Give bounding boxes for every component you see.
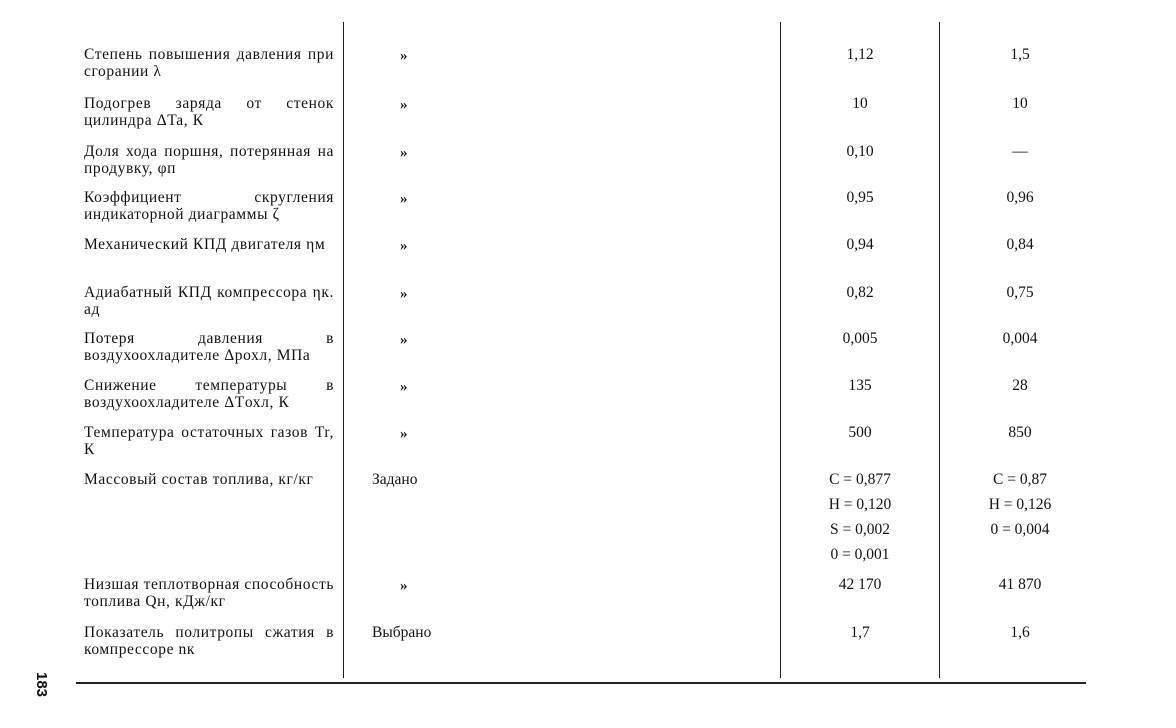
parameter-name: Механический КПД двигателя ηм [84,236,326,253]
composition-line: S = 0,002 [830,521,890,538]
value-col1: 10 [852,95,868,112]
column-divider-1 [343,22,344,678]
source-mark: » [400,426,408,442]
value-col1: 500 [848,424,872,441]
parameter-name: Подогрев заряда от стенок цилиндра ΔTa, К [84,95,334,129]
parameter-name: Показатель политропы сжатия в компрессоре nк [84,624,334,658]
source-text: Выбрано [372,624,432,641]
value-col1: 0,94 [846,236,874,253]
value-col1: 0,005 [842,330,878,347]
parameter-name: Потеря давления в воздухоохладителе Δpохл, МПа [84,330,334,364]
value-col2: 28 [1012,377,1028,394]
composition-line: C = 0,877 [829,471,891,488]
parameter-name: Адиабатный КПД компрессора ηк. ад [84,284,334,318]
composition-line: 0 = 0,001 [830,546,890,563]
value-col2: 0,75 [1006,284,1034,301]
source-mark: » [400,191,408,207]
parameter-name: Доля хода поршня, потерянная на продувку, φп [84,143,334,177]
column-divider-3 [939,22,940,678]
parameter-name: Температура остаточных газов Tr, К [84,424,334,458]
parameter-name: Коэффициент скругления индикаторной диаграммы ζ [84,189,334,223]
parameter-name: Низшая теплотворная способность топлива Qн, кДж/кг [84,576,334,610]
composition-line: C = 0,87 [993,471,1047,488]
page-number: 183 [33,672,50,698]
value-col2: 0,96 [1006,189,1034,206]
value-col2: — [1012,143,1028,160]
value-col2: 41 870 [998,576,1042,593]
value-col1: 1,12 [846,46,874,63]
value-col2: 1,6 [1010,624,1030,641]
value-col2: 1,5 [1010,46,1030,63]
value-col2 [960,467,1080,542]
source-mark: » [400,145,408,161]
value-col2: 10 [1012,95,1028,112]
composition-line: H = 0,126 [988,496,1052,513]
source-mark: » [400,238,408,254]
parameter-name: Массовый состав топлива, кг/кг [84,471,314,488]
composition-line: 0 = 0,004 [990,521,1050,538]
parameter-name: Снижение температуры в воздухоохладителе ΔTохл, К [84,377,334,411]
value-col2: 0,004 [1002,330,1038,347]
source-text: Задано [372,471,418,488]
value-col1 [800,467,920,567]
composition-line: H = 0,120 [828,496,892,513]
value-col2: 0,84 [1006,236,1034,253]
value-col1: 135 [848,377,872,394]
value-col1: 42 170 [838,576,882,593]
source-mark: » [400,286,408,302]
source-mark: » [400,97,408,113]
source-mark: » [400,379,408,395]
value-col1: 1,7 [850,624,870,641]
value-col1: 0,82 [846,284,874,301]
column-divider-2 [780,22,781,678]
value-col1: 0,95 [846,189,874,206]
source-mark: » [400,332,408,348]
value-col2: 850 [1008,424,1032,441]
value-col1: 0,10 [846,143,874,160]
parameter-name: Степень повышения давления при сгорании λ [84,46,334,80]
source-mark: » [400,48,408,64]
table-bottom-rule [76,682,1086,684]
source-mark: » [400,578,408,594]
